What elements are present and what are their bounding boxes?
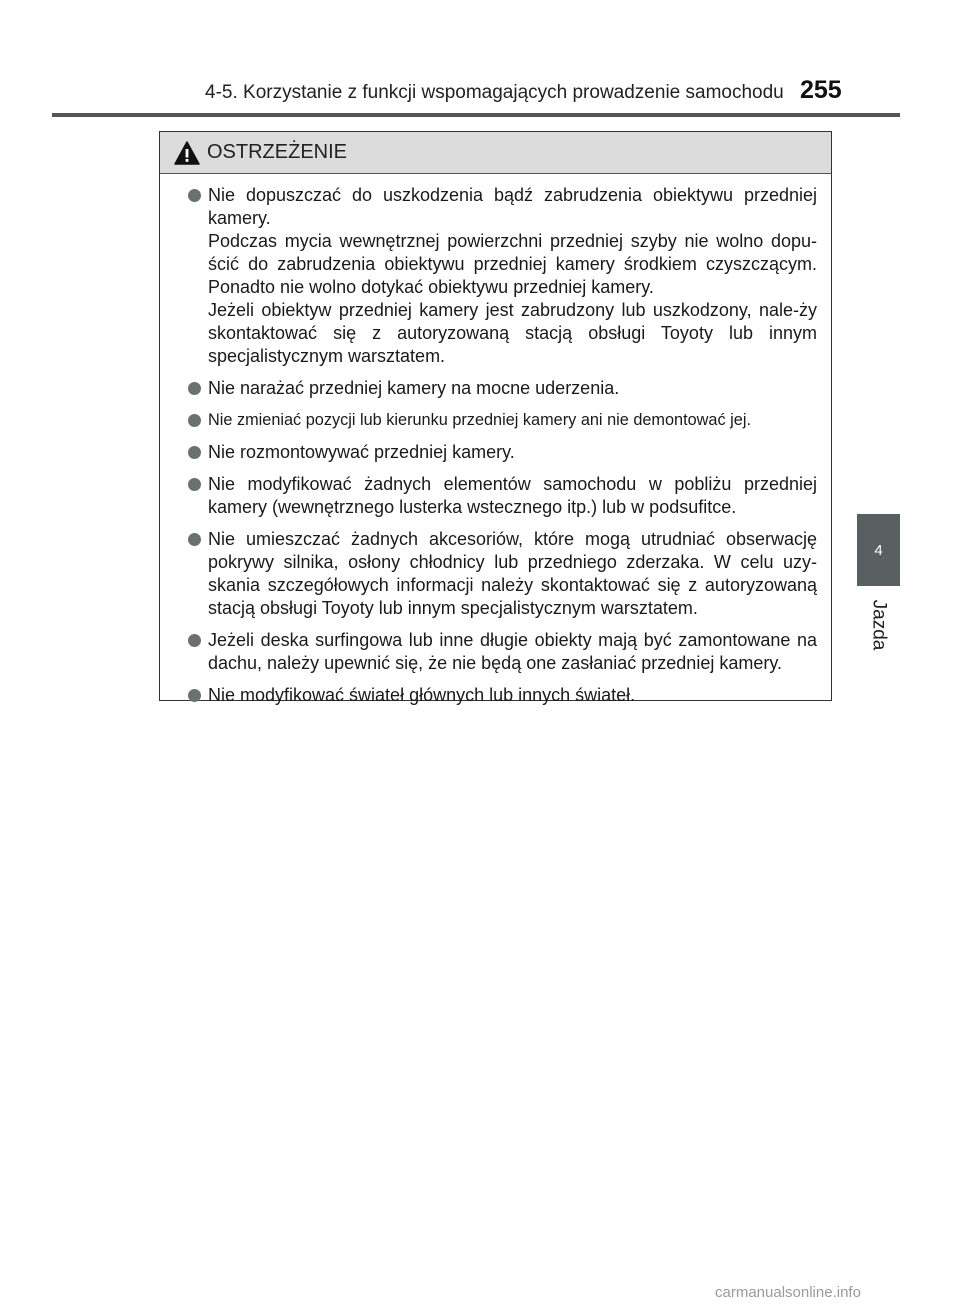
- warning-item-text: Nie modyfikować świateł głównych lub innych świateł.: [208, 685, 636, 705]
- warning-header: [160, 132, 831, 174]
- watermark: carmanualsonline.info: [715, 1284, 861, 1301]
- chapter-number: 4: [874, 541, 883, 559]
- warning-item: [188, 441, 817, 464]
- warning-item: [188, 684, 817, 707]
- warning-list: [160, 174, 831, 707]
- warning-item-text: Nie narażać przedniej kamery na mocne uderzenia.: [208, 378, 620, 398]
- warning-item: [188, 409, 817, 432]
- warning-item-detail: Jeżeli obiektyw przedniej kamery jest zabrudzony lub uszkodzony, nale-ży skontaktować się z autoryzowaną stacją obsługi Toyoty lub innym specjalistycznym warsztatem.: [208, 300, 817, 366]
- bullet-icon: [188, 189, 201, 202]
- bullet-icon: [188, 533, 201, 546]
- bullet-icon: [188, 382, 201, 395]
- bullet-icon: [188, 446, 201, 459]
- warning-item-detail: Podczas mycia wewnętrznej powierzchni przedniej szyby nie wolno dopu-ścić do zabrudzenia obiektywu przedniej kamery środkiem czyszczącym. Ponadto nie wolno dotykać obiektywu przedniej kamery.: [208, 231, 817, 297]
- warning-title: OSTRZEŻENIE: [207, 141, 348, 163]
- warning-item-text: Nie modyfikować żadnych elementów samochodu w pobliżu przedniej kamery (wewnętrznego lusterka wstecznego itp.) lub w podsufitce.: [208, 474, 817, 517]
- warning-box: [159, 131, 832, 705]
- bullet-icon: [188, 478, 201, 491]
- chapter-label: [858, 590, 898, 660]
- warning-item: [188, 473, 817, 519]
- bullet-icon: [188, 689, 201, 702]
- warning-item-text: Nie umieszczać żadnych akcesoriów, które mogą utrudniać obserwację pokrywy silnika, osłony chłodnicy lub przedniego zderzaka. W celu uzy-skania szczegółowych informacji należy skontaktować się z autoryzowaną stacją obsługi Toyoty lub innym specjalistycznym warsztatem.: [208, 529, 817, 618]
- warning-triangle-icon: [174, 141, 200, 165]
- chapter-label-text: Jazda: [868, 599, 890, 651]
- warning-item-text: Nie rozmontowywać przedniej kamery.: [208, 442, 515, 462]
- page-number: 255: [800, 76, 842, 104]
- section-title: 4-5. Korzystanie z funkcji wspomagających prowadzenie samochodu: [205, 82, 784, 103]
- bullet-icon: [188, 634, 201, 647]
- warning-item: [188, 629, 817, 675]
- page-header: [0, 72, 960, 112]
- warning-item-text: Nie dopuszczać do uszkodzenia bądź zabrudzenia obiektywu przedniej kamery.: [208, 185, 817, 228]
- warning-item-text: Nie zmieniać pozycji lub kierunku przedniej kamery ani nie demontować jej.: [208, 411, 751, 429]
- warning-item: [188, 528, 817, 620]
- chapter-tab[interactable]: [857, 514, 900, 586]
- bullet-icon: [188, 414, 201, 427]
- warning-item-text: Jeżeli deska surfingowa lub inne długie obiekty mają być zamontowane na dachu, należy upewnić się, że nie będą one zasłaniać przedniej kamery.: [208, 630, 817, 673]
- warning-item: [188, 377, 817, 400]
- warning-item: [188, 184, 817, 368]
- header-rule: [52, 113, 900, 117]
